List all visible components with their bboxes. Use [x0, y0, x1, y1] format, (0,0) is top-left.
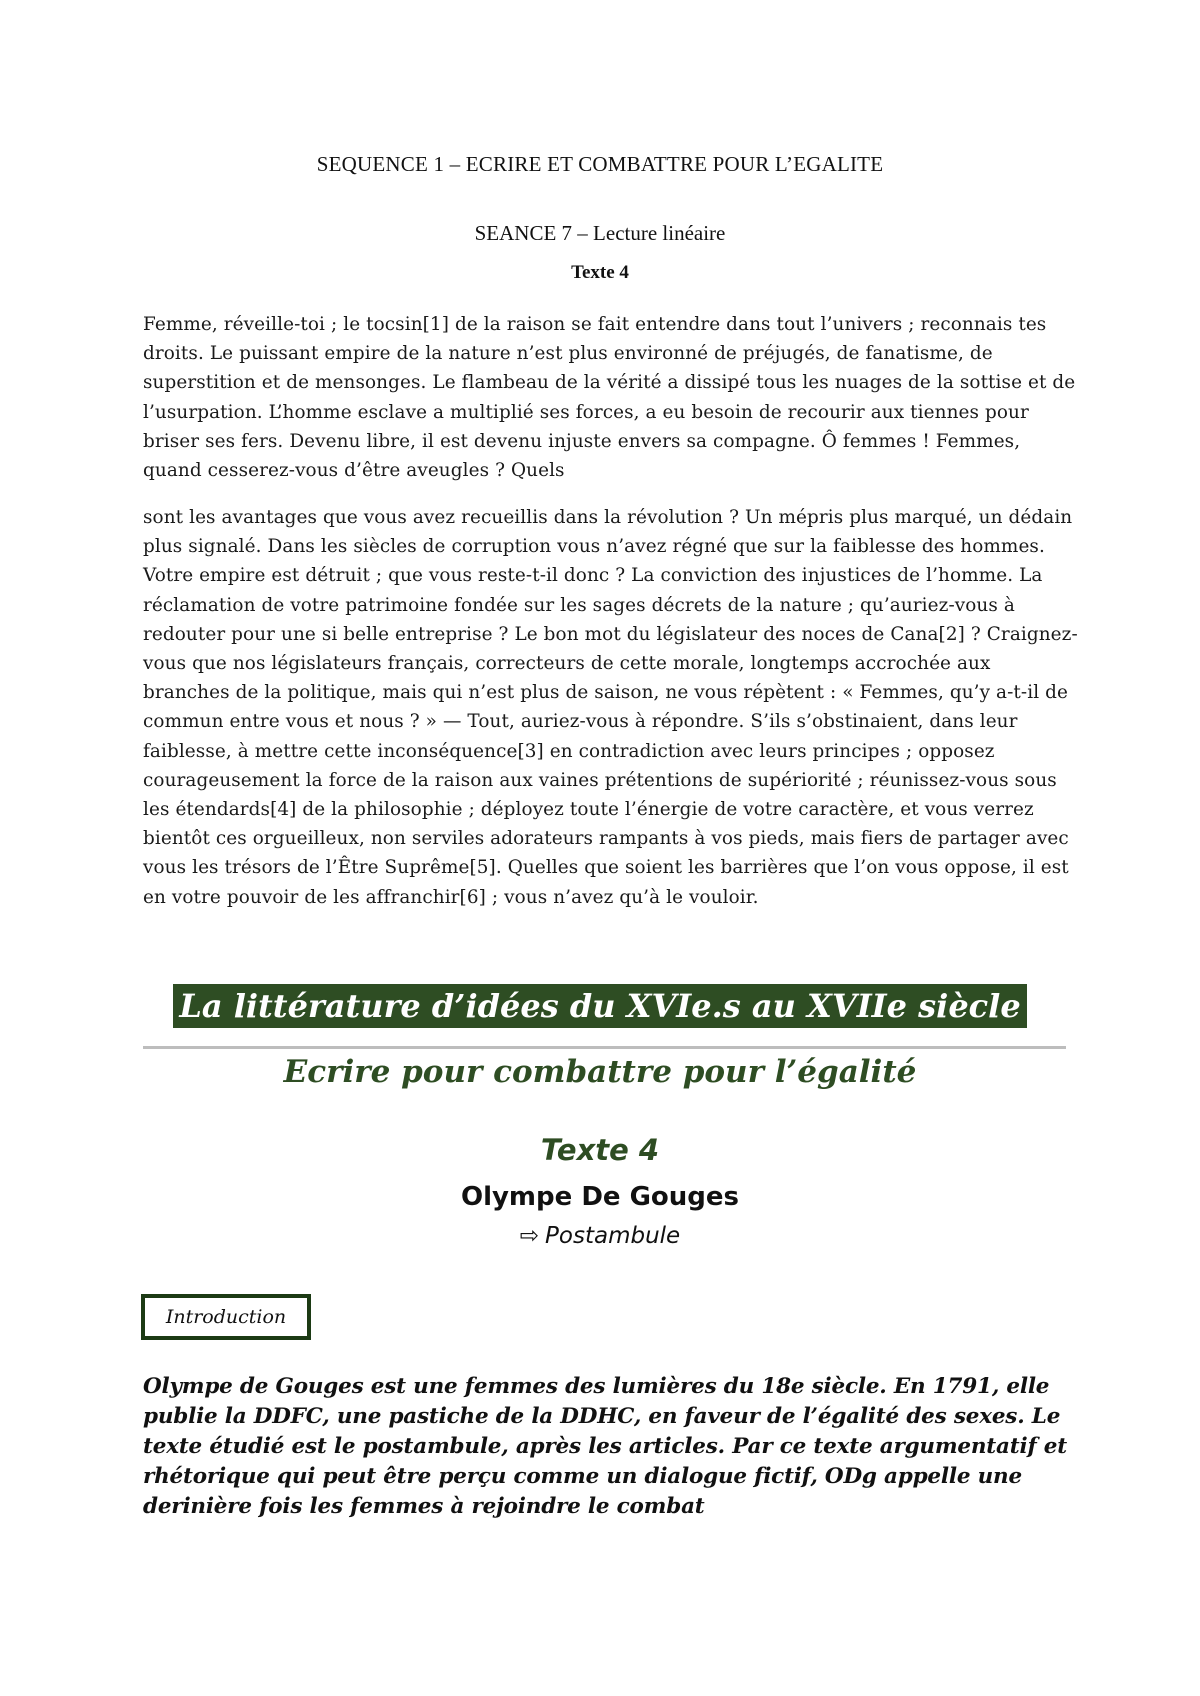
- arrow-right-icon: ⇨: [519, 1223, 540, 1249]
- work-title: Postambule: [545, 1223, 681, 1249]
- horizontal-divider: [143, 1046, 1066, 1049]
- introduction-text: Olympe de Gouges est une femmes des lumières du 18e siècle. En 1791, elle publie la DDFC, une pastiche de la DDHC, en faveur de l’égalité des sexes. Le texte étudié est le postambule, après les articles. Par ce texte argumentatif et rhétorique qui peut être perçu comme un dialogue fictif, ODg appelle une derinière fois les femmes à rejoindre le combat: [143, 1374, 1067, 1519]
- extract-paragraph-2: [143, 503, 1078, 912]
- seance-title: SEANCE 7 – Lecture linéaire: [474, 221, 726, 245]
- extract-paragraph-1: [143, 310, 1078, 485]
- extract-paragraph-1-text: Femme, réveille-toi ; le tocsin[1] de la raison se fait entendre dans tout l’univers ; reconnais tes droits. Le puissant empire de la nature n’est plus environné de préjugés, de fanatisme, de superstition et de mensonges. Le flambeau de la vérité a dissipé tous les nuages de la sottise et de l’usurpation. L’homme esclave a multiplié ses forces, a eu besoin de recourir aux tiennes pour briser ses fers. Devenu libre, il est devenu injuste envers sa compagne. Ô femmes ! Femmes, quand cesserez-vous d’être aveugles ? Quels: [143, 314, 1076, 482]
- texte-label: Texte 4: [571, 262, 629, 283]
- sequence-title: SEQUENCE 1 – ECRIRE ET COMBATTRE POUR L’EGALITE: [316, 152, 884, 176]
- introduction-label-box: [141, 1294, 311, 1340]
- lesson-subtitle: Ecrire pour combattre pour l’égalité: [283, 1054, 917, 1090]
- introduction-label: Introduction: [165, 1306, 287, 1328]
- author-name: Olympe De Gouges: [460, 1182, 740, 1212]
- banner-container: [0, 984, 1200, 1028]
- work-title-line: [0, 1223, 1200, 1249]
- texte-heading: Texte 4: [540, 1133, 660, 1167]
- extract-paragraph-2-text: sont les avantages que vous avez recueillis dans la révolution ? Un mépris plus marqué, un dédain plus signalé. Dans les siècles de corruption vous n’avez régné que sur la faiblesse des hommes. Votre empire est détruit ; que vous reste-t-il donc ? La conviction des injustices de l’homme. La réclamation de votre patrimoine fondée sur les sages décrets de la nature ; qu’auriez-vous à redouter pour une si belle entreprise ? Le bon mot du législateur des noces de Cana[2] ? Craignez-vous que nos législateurs français, correcteurs de cette morale, longtemps accrochée aux branches de la politique, mais qui n’est plus de saison, ne vous répètent : « Femmes, qu’y a-t-il de commun entre vous et nous ? » — Tout, auriez-vous à répondre. S’ils s’obstinaient, dans leur faiblesse, à mettre cette inconséquence[3] en contradiction avec leurs principes ; opposez courageusement la force de la raison aux vaines prétentions de supériorité ; réunissez-vous sous les étendards[4] de la philosophie ; déployez toute l’énergie de votre caractère, et vous verrez bientôt ces orgueilleux, non serviles adorateurs rampants à vos pieds, mais fiers de partager avec vous les trésors de l’Être Suprême[5]. Quelles que soient les barrières que l’on vous oppose, il est en votre pouvoir de les affranchir[6] ; vous n’avez qu’à le vouloir.: [143, 507, 1078, 908]
- course-banner: La littérature d’idées du XVIe.s au XVIIe siècle: [173, 984, 1026, 1028]
